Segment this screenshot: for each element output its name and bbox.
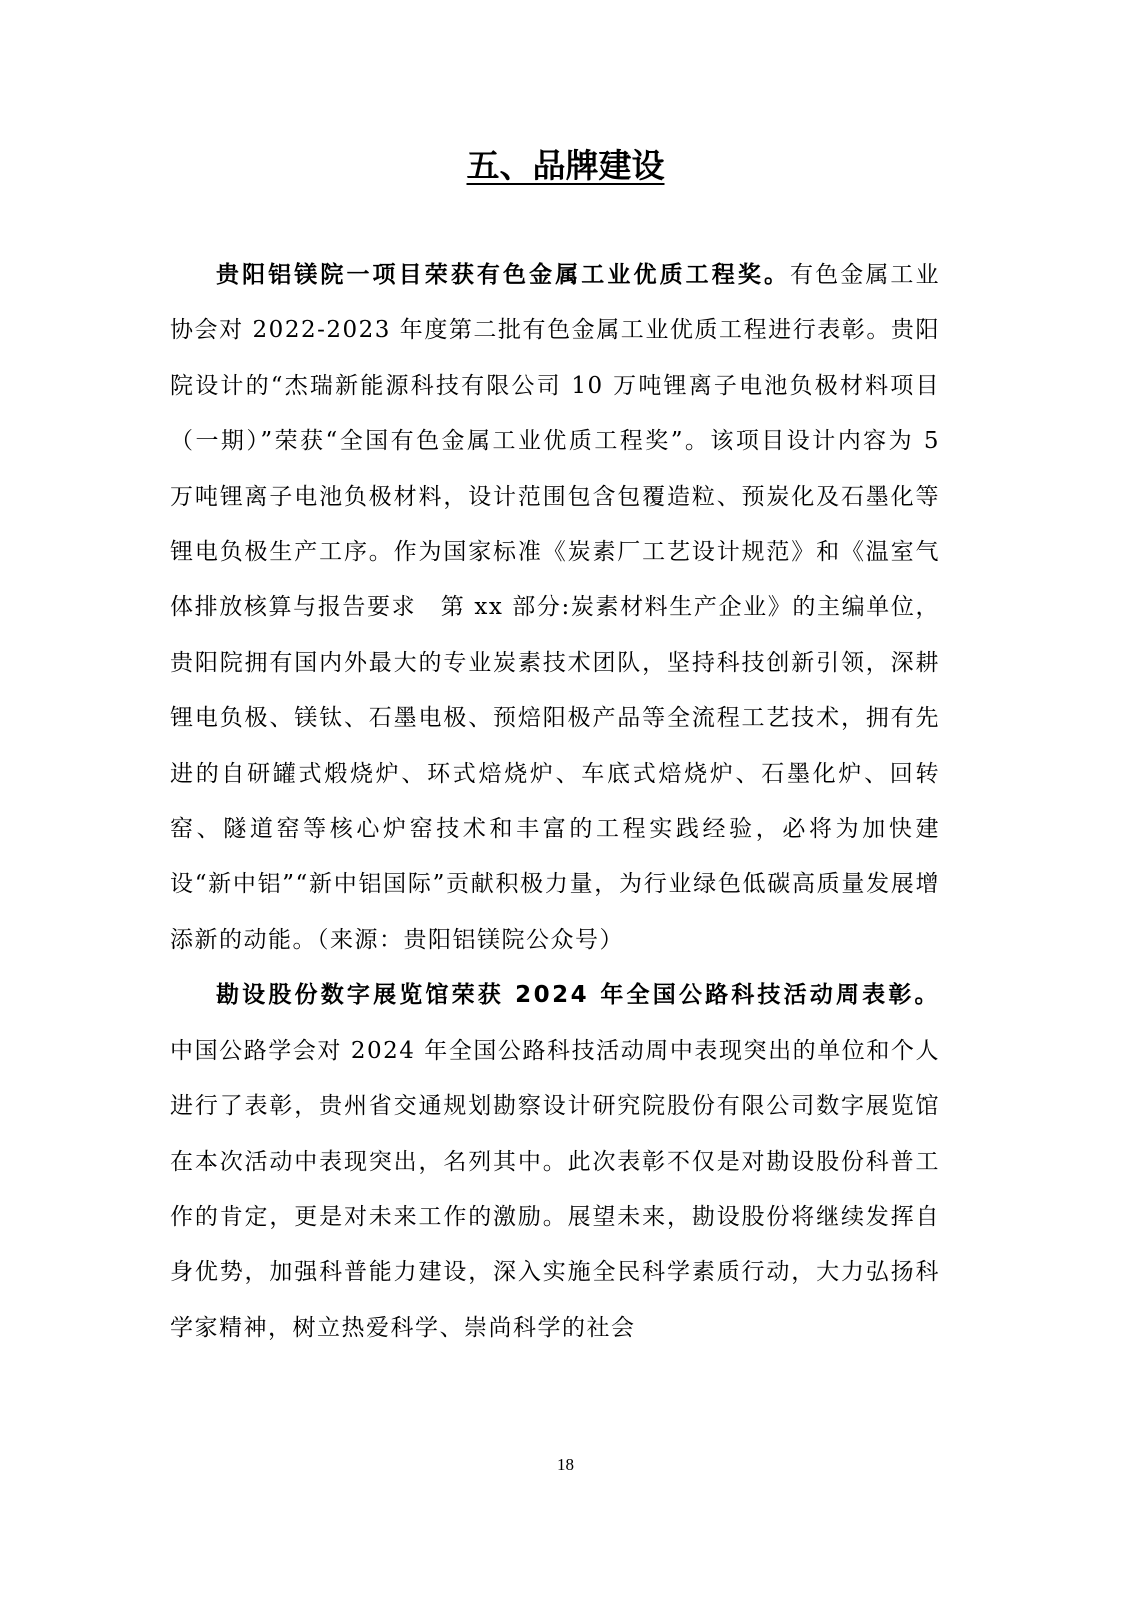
body-text: [170, 248, 940, 1356]
page-title: [0, 140, 1131, 192]
paragraph-text: 中国公路学会对 2024 年全国公路科技活动周中表现突出的单位和个人进行了表彰，贵州省交通规划勘察设计研究院股份有限公司数字展览馆在本次活动中表现突出，名列其中。此次表彰不仅是对勘设股份科普工作的肯定，更是对未来工作的激励。展望未来，勘设股份将继续发挥自身优势，加强科普能力建设，深入实施全民科学素质行动，大力弘扬科学家精神，树立热爱科学、崇尚科学的社会: [170, 1037, 940, 1341]
paragraph-lead: 勘设股份数字展览馆荣获 2024 年全国公路科技活动周表彰。: [216, 982, 940, 1009]
page-number: 18: [557, 1455, 574, 1474]
page-title-text: 五、品牌建设: [466, 146, 665, 185]
paragraph-guiyang-award: [170, 248, 940, 968]
paragraph-text: 有色金属工业协会对 2022-2023 年度第二批有色金属工业优质工程进行表彰。贵阳院设计的“杰瑞新能源科技有限公司 10 万吨锂离子电池负极材料项目（一期）”荣获“全国有色金属工业优质工程奖”。该项目设计内容为 5 万吨锂离子电池负极材料，设计范围包含包覆造粒、预炭化及石墨化等锂电负极生产工序。作为国家标准《炭素厂工艺设计规范》和《温室气体排放核算与报告要求 第 xx 部分:炭素材料生产企业》的主编单位，贵阳院拥有国内外最大的专业炭素技术团队，坚持科技创新引领，深耕锂电负极、镁钛、石墨电极、预焙阳极产品等全流程工艺技术，拥有先进的自研罐式煅烧炉、环式焙烧炉、车底式焙烧炉、石墨化炉、回转窑、隧道窑等核心炉窑技术和丰富的工程实践经验，必将为加快建设“新中铝”“新中铝国际”贡献积极力量，为行业绿色低碳高质量发展增添新的动能。（来源：贵阳铝镁院公众号）: [170, 262, 941, 953]
paragraph-kanshe-award: [170, 968, 940, 1356]
paragraph-lead: 贵阳铝镁院一项目荣获有色金属工业优质工程奖。: [216, 262, 791, 288]
